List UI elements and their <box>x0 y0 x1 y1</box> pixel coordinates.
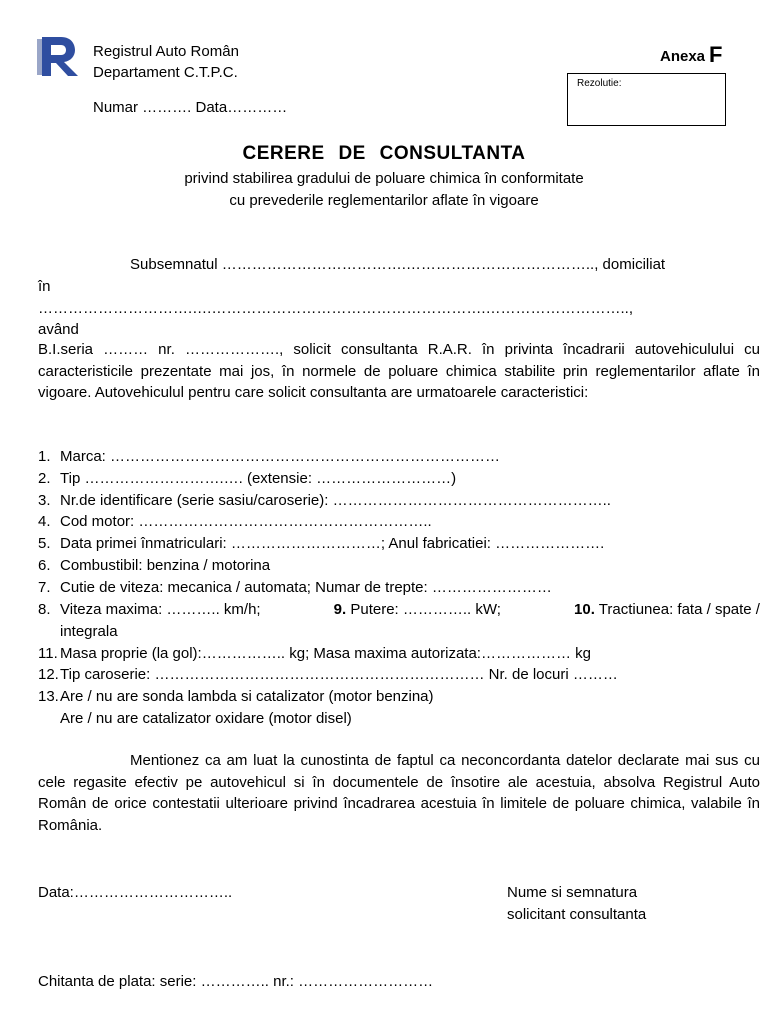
anexa-text: Anexa <box>660 48 706 65</box>
department-name: Departament C.T.P.C. <box>93 64 238 81</box>
intro-address-line: ………………………….….……………………………………………….……………………….., <box>38 300 634 317</box>
list-item-continuation: Are / nu are catalizator oxidare (motor disel) <box>60 710 352 727</box>
document-subtitle-line1: privind stabilirea gradului de poluare chimica în conformitate <box>184 170 584 187</box>
list-item: 5. Data primei înmatriculari: …………………………; Anul fabricatiei: …………………. <box>38 535 605 552</box>
list-item: 1. Marca: …………………………………………………………………… <box>38 448 501 465</box>
intro-paragraph: B.I.seria ……… nr. ………………., solicit consultanta R.A.R. în privinta încadrarii autovehiculului cu caracteristicile prezentate mai jos, în normele de poluare chimica stabilite prin reglementarilor aflate în vigoare. Autovehiculul pentru care solicit consultanta are urmatoarele caracteristici: <box>38 341 760 401</box>
organization-name: Registrul Auto Român <box>93 43 239 60</box>
declaration-paragraph: Mentionez ca am luat la cunostinta de faptul ca neconcordanta datelor declarate mai sus cu cele regasite efectiv pe autovehicul si în documentele de însotire ale acestuia, absolva Registrul Auto Român de orice contestatii ulterioare privind încadrarea acestuia în limitele de poluare chimica, valabile în România. <box>38 752 760 834</box>
list-item: 8. Viteza maxima: ……….. km/h; 9. Putere: ………….. kW; 10. Tractiunea: fata / spate / <box>38 601 760 618</box>
list-item: 13.Are / nu are sonda lambda si catalizator (motor benzina) <box>38 688 434 705</box>
anexa-label <box>660 41 722 67</box>
data-field: Data:………………………….. <box>38 884 233 901</box>
rezolutie-box <box>567 73 726 126</box>
list-item: 2. Tip ……………………….…. (extensie: ………………………) <box>38 470 457 487</box>
list-item: 6. Combustibil: benzina / motorina <box>38 557 271 574</box>
document-title: CERERE DE CONSULTANTA <box>242 143 526 164</box>
rar-logo-icon <box>37 35 79 77</box>
list-item: 12.Tip caroserie: ………………………………………………………… Nr. de locuri ……… <box>38 666 618 683</box>
numar-data-line: Numar ………. Data………… <box>93 99 288 116</box>
anexa-letter: F <box>709 42 723 67</box>
intro-avand: având <box>38 321 79 338</box>
list-item-continuation: integrala <box>60 623 118 640</box>
list-item: 11. Masa proprie (la gol):…………….. kg; Masa maxima autorizata:……………… kg <box>38 645 591 662</box>
receipt-line: Chitanta de plata: serie: ………….. nr.: ……………………… <box>38 973 434 990</box>
rezolutie-label: Rezolutie: <box>577 78 622 89</box>
list-item: 4. Cod motor: ………………………………………………….. <box>38 513 432 530</box>
document-subtitle-line2: cu prevederile reglementarilor aflate în vigoare <box>229 192 539 209</box>
list-item: 7. Cutie de viteza: mecanica / automata; Numar de trepte: …………………… <box>38 579 552 596</box>
signature-label-line2: solicitant consultanta <box>507 906 647 923</box>
signature-label-line1: Nume si semnatura <box>507 884 638 901</box>
intro-subsemnatul: Subsemnatul ……………………………….……………………………….., domiciliat <box>130 256 666 273</box>
intro-in: în <box>38 278 51 295</box>
list-item: 3. Nr.de identificare (serie sasiu/caroserie): ……………………………………………….. <box>38 492 611 509</box>
